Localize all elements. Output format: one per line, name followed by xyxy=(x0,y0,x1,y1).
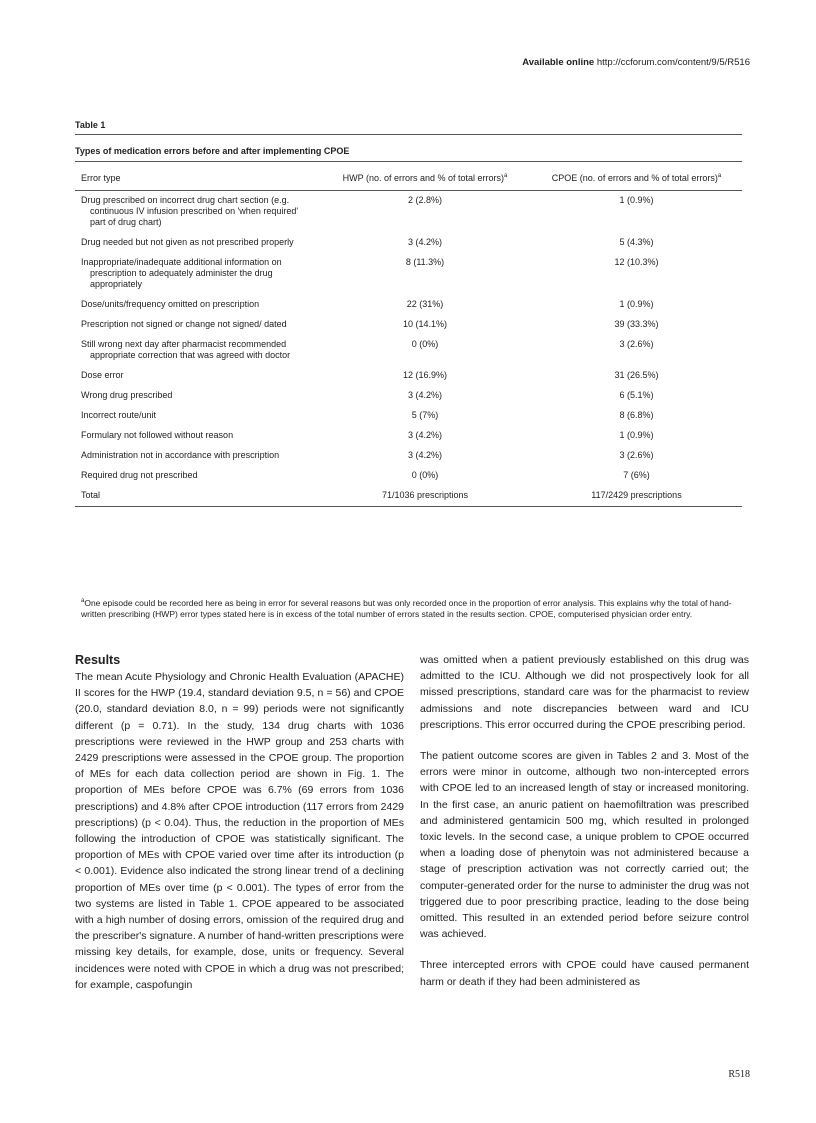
error-type-cell: Inappropriate/inadequate additional information on prescription to adequately administer the drug appropriately xyxy=(81,257,282,289)
table-row xyxy=(75,335,742,366)
cpoe-cell: 12 (10.3%) xyxy=(614,257,659,267)
results-heading: Results xyxy=(75,653,121,667)
table-row xyxy=(75,253,742,295)
error-type-cell: Formulary not followed without reason xyxy=(81,430,234,440)
cpoe-cell: 3 (2.6%) xyxy=(619,450,654,460)
error-type-cell: Drug needed but not given as not prescribed properly xyxy=(81,237,294,247)
hwp-cell: 5 (7%) xyxy=(411,410,439,420)
column-header-error-type: Error type xyxy=(81,173,121,183)
table-row xyxy=(75,233,742,253)
table-row xyxy=(75,406,742,426)
error-type-cell: Drug prescribed on incorrect drug chart section (e.g. continuous IV infusion prescribed on 'when required' part of drug chart) xyxy=(81,195,299,227)
cpoe-cell: 7 (6%) xyxy=(623,470,650,480)
hwp-cell: 3 (4.2%) xyxy=(407,237,442,247)
hwp-cell: 12 (16.9%) xyxy=(402,370,448,380)
hwp-cell: 2 (2.8%) xyxy=(407,195,442,205)
error-type-cell: Incorrect route/unit xyxy=(81,410,157,420)
hwp-cell: 3 (4.2%) xyxy=(407,430,442,440)
hwp-cell: 0 (0%) xyxy=(411,339,439,349)
table-label: Table 1 xyxy=(75,120,106,130)
table-row xyxy=(75,295,742,315)
error-type-cell: Prescription not signed or change not signed/ dated xyxy=(81,319,287,329)
cpoe-cell: 5 (4.3%) xyxy=(619,237,654,247)
cpoe-cell: 1 (0.9%) xyxy=(619,299,654,309)
hwp-cell: 3 (4.2%) xyxy=(407,450,442,460)
table-caption: Types of medication errors before and after implementing CPOE xyxy=(75,146,350,156)
error-type-cell: Dose/units/frequency omitted on prescription xyxy=(81,299,260,309)
hwp-cell: 71/1036 prescriptions xyxy=(381,490,469,500)
table-row xyxy=(75,426,742,446)
error-type-cell: Still wrong next day after pharmacist recommended appropriate correction that was agreed with doctor xyxy=(81,339,291,360)
hwp-cell: 8 (11.3%) xyxy=(405,257,445,267)
medication-errors-table xyxy=(75,170,742,507)
table-row xyxy=(75,446,742,466)
table-header-row xyxy=(75,170,742,191)
hwp-cell: 22 (31%) xyxy=(406,299,444,309)
cpoe-cell: 6 (5.1%) xyxy=(619,390,654,400)
available-online-label: Available online xyxy=(522,57,595,68)
error-type-cell: Total xyxy=(81,490,101,500)
table-row xyxy=(75,366,742,386)
table-row xyxy=(75,191,742,234)
intercepted-errors-paragraph: Three intercepted errors with CPOE could have caused permanent harm or death if they had been administered as xyxy=(420,959,749,988)
caption-rule xyxy=(75,161,742,162)
cpoe-cell: 8 (6.8%) xyxy=(619,410,654,420)
outcome-paragraph: The patient outcome scores are given in Tables 2 and 3. Most of the errors were minor in outcome, although two non-intercepted errors with CPOE led to an increased length of stay or increased monitoring. In the first case, an anuric patient on haemofiltration was prescribed and administered gentamicin 500 mg, which resulted in prolonged toxic levels. In the second case, a unique problem to CPOE occurred when a loading dose of phenytoin was not administered because a stage of prescription activation was not correctly carried out; the computer-generated order for the nurse to administer the drug was not triggered due to poor prescribing practice, leading to the dose being omitted. This resulted in an extended period before seizure control was achieved. xyxy=(420,750,749,941)
hwp-cell: 10 (14.1%) xyxy=(402,319,448,329)
results-paragraph: The mean Acute Physiology and Chronic Health Evaluation (APACHE) II scores for the HWP (19.4, standard deviation 9.5, n = 56) and CPOE (20.0, standard deviation 8.0, n = 99) periods were not significantly different (p = 0.71). In the study, 134 drug charts with 1036 prescriptions were reviewed in the HWP group and 253 charts with 2429 prescriptions were assessed in the CPOE group. The proportion of MEs for each data collection period are shown in Fig. 1. The proportion of MEs before CPOE was 6.7% (69 errors from 1036 prescriptions) and 4.8% after CPOE introduction (117 errors from 2429 prescriptions) (p < 0.04). Thus, the reduction in the proportion of MEs following the introduction of CPOE was statistically significant. The proportion of MEs with CPOE varied over time after its introduction (p < 0.001). Evidence also indicated the strong linear trend of a declining proportion of MEs over time (p < 0.001). The types of error from the two systems are listed in Table 1. CPOE appeared to be associated with a high number of dosing errors, omission of the required drug and the prescriber's signature. A number of hand-written prescriptions were missing key details, for example, dose, units or frequency. Several incidences were noted with CPOE in which a drug was not prescribed; for example, caspofungin xyxy=(75,671,404,991)
journal-url[interactable]: http://ccforum.com/content/9/5/R516 xyxy=(596,57,750,68)
error-type-cell: Wrong drug prescribed xyxy=(81,390,173,400)
table-row xyxy=(75,466,742,486)
cpoe-cell: 1 (0.9%) xyxy=(619,195,654,205)
cpoe-cell: 117/2429 prescriptions xyxy=(591,490,682,500)
cpoe-cell: 1 (0.9%) xyxy=(619,430,654,440)
table-footnote: $^a$One episode could be recorded here as being in error for several reasons but was only recorded once in the proportion of error analysis. This explains why the total of hand-written prescribing (HWP) error types stated here is in excess of the total number of errors stated in the results section. CPOE, computerised physician order entry. xyxy=(81,598,732,619)
column-header-cpoe: CPOE (no. of errors and % of total errors)$^a$ xyxy=(551,173,722,183)
page-number: R518 xyxy=(728,1069,750,1080)
column-header-hwp: HWP (no. of errors and % of total errors)$^a$ xyxy=(342,173,508,183)
table-top-rule xyxy=(75,134,742,135)
error-type-cell: Required drug not prescribed xyxy=(81,470,198,480)
cpoe-cell: 31 (26.5%) xyxy=(614,370,659,380)
hwp-cell: 0 (0%) xyxy=(411,470,439,480)
running-header xyxy=(522,57,750,68)
cpoe-cell: 39 (33.3%) xyxy=(614,319,659,329)
table-total-row xyxy=(75,486,742,507)
table-body xyxy=(75,191,742,507)
cpoe-cell: 3 (2.6%) xyxy=(619,339,654,349)
results-right-column xyxy=(420,652,749,990)
results-left-column xyxy=(75,652,404,993)
error-type-cell: Dose error xyxy=(81,370,124,380)
table-row xyxy=(75,315,742,335)
hwp-cell: 3 (4.2%) xyxy=(407,390,442,400)
table-row xyxy=(75,386,742,406)
error-type-cell: Administration not in accordance with prescription xyxy=(81,450,280,460)
results-paragraph-continued: was omitted when a patient previously established on this drug was admitted to the ICU. Although we did not prospectively look for all missed prescriptions, standard care was for the pharmacist to review admissions and note discrepancies between ward and ICU prescriptions. This error occurred during the CPOE prescribing period. xyxy=(420,654,749,731)
